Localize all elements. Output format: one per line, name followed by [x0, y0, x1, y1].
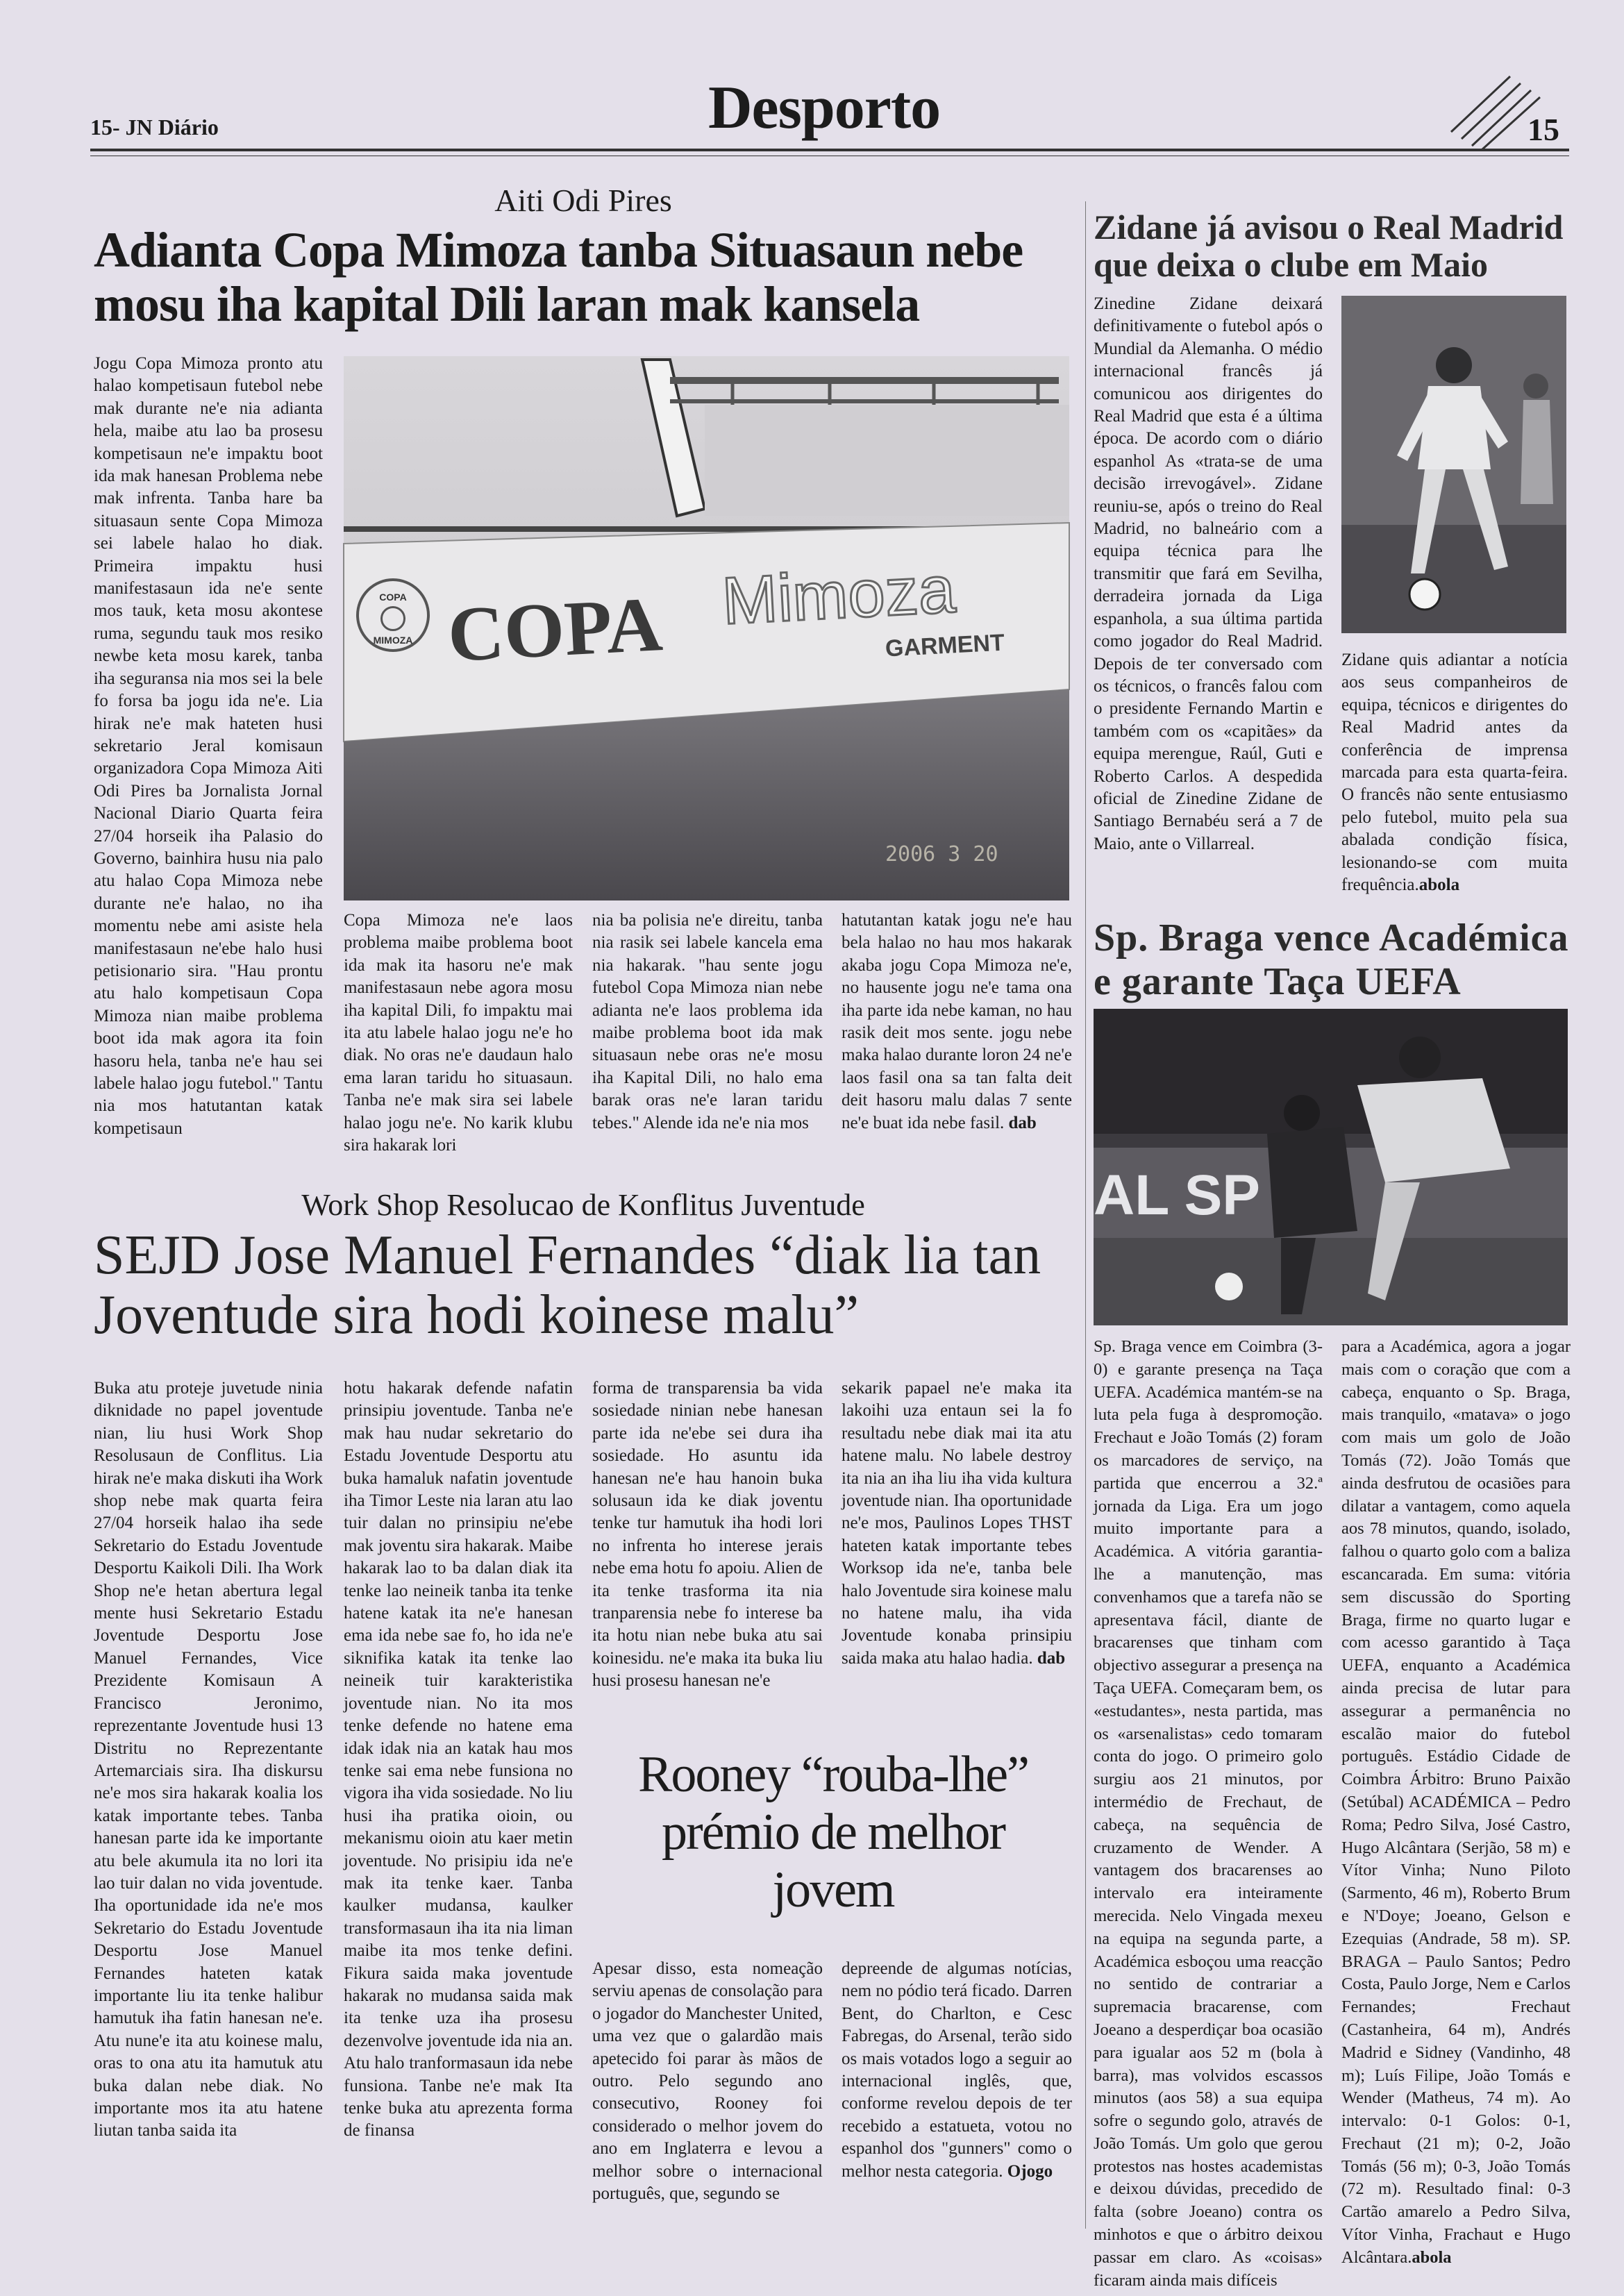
issue-label: 15- JN Diário: [90, 115, 219, 140]
banner-copa-text: COPA: [445, 581, 664, 679]
article1-col4: hatutantan katak jogu ne'e hau bela halao no hau mos hakarak akaba jogu Copa Mimoza ne'e, no hausente jogu ne'e tama ona iha parte ida nebe kaman, no hau rasik deit mos sente. jogu nebe maka halao durante loron 24 ne'e laos fasil ona sa tan falta deit deit hasoru malu dalas 7 sente ne'e buat ida nebe fasil. dab: [842, 911, 1072, 1132]
header-rule: [90, 149, 1569, 151]
article1-signature: dab: [1008, 1113, 1037, 1132]
braga-photo-board-text: AL SP: [1094, 1164, 1260, 1227]
article2-signature: abola: [1418, 875, 1460, 895]
braga-photo: [1094, 1009, 1568, 1325]
article3-col2: para a Académica, agora a jogar mais com o coração que com a cabeça, enquanto o Sp. Braga, mais tranquilo, «matava» o jogo com mais um golo de João Tomás (72). João Tomás que ainda desfrutou de ocasiões para dilatar a vantagem, como aquela aos 78 minutos, quando, isolado, falhou o quarto golo com a baliza escancarada. Em suma: vitória sem discussão do Sporting Braga, firme no quarto lugar e com acesso garantido à Taça UEFA, enquanto a Académica ainda precisa de lutar para assegurar a permanência no escalão maior do futebol português. Estádio Cidade de Coimbra Árbitro: Bruno Paixão (Setúbal) ACADÉMICA – Pedro Roma; Pedro Silva, José Castro, Hugo Alcântara (Serjão, 58 m) e Vítor Vinha; Nuno Piloto (Sarmento, 46 m), Roberto Brum e N'Doye; Joeano, Gelson e Ezequias (Andrade, 58 m). SP. BRAGA – Paulo Santos; Pedro Costa, Paulo Jorge, Nem e Carlos Fernandes; Frechaut (Castanheira, 64 m), Andrés Madrid e Sidney (Vandinho, 48 m); Luís Filipe, João Tomás e Wender (Matheus, 74 m). Ao intervalo: 0-1 Golos: 0-1, Frechaut (21 m); 0-2, João Tomás (56 m); 0-3, João Tomás (72 m). Resultado final: 0-3 Cartão amarelo a Pedro Silva, Vítor Vinha, Frachaut e Hugo Alcântara.abola: [1341, 1337, 1571, 2267]
article4-headline: SEJD Jose Manuel Fernandes “diak lia tan Joventude sira hodi koinese malu”: [94, 1225, 1041, 1346]
article3-col1: Sp. Braga vence em Coimbra (3-0) e garante presença na Taça UEFA. Académica mantém-se na luta pela fuga à despromoção. Frechaut e João Tomás (2) foram os marcadores de serviço, na partida que encerrou a 32.ª jornada da Liga. Era um jogo muito importante para a Académica. A vitória garantia-lhe a manutenção, mas convenhamos que a tarefa não se apresentava fácil, diante de bracarenses que tinham com objectivo assegurar a presença na Taça UEFA. Começaram bem, os «estudantes», nesta partida, mas os «arsenalistas» cedo tomaram conta do jogo. O primeiro golo surgiu aos 21 minutos, por intermédio de Frechaut, de cabeça, na sequência de cruzamento de Wender. A vantagem dos bracarenses ao intervalo era inteiramente merecida. Nelo Vingada mexeu na equipa na segunda parte, a Académica esboçou uma reacção no sentido de contrariar a supremacia bracarense, com Joeano a desperdiçar boa ocasião para igualar aos 52 m (bola à barra), mas volvidos escassos minutos (aos 58) a sua equipa sofre o segundo golo, através de João Tomás. Um golo que gerou protestos nas hostes academistas e deixou dúvidas, precedido de falta (sobre Joeano) contra os minhotos e que o árbitro deixou passar em claro. As «coisas» ficaram ainda mais difíceis: [1094, 1337, 1323, 2290]
copa-logo-top: COPA: [379, 592, 407, 603]
article1-col3: nia ba polisia ne'e direitu, tanba nia rasik sei labele kancela ema nia hakarak. "hau sente jogu futebol Copa Mimoza nian nebe adianta ne'e laos problema ida maibe problema boot ida mak situasaun nebe oras ne'e mosu iha Kapital Dili, no halo ema barak oras ne'e laran taridu tebes." Alende ida ne'e nia mos: [592, 911, 823, 1132]
column-divider: [1085, 201, 1086, 2229]
banner-mimoza-text: Mimoza: [720, 552, 957, 639]
copa-logo: [356, 578, 430, 652]
article4-col1: Buka atu proteje juvetude ninia diknidade no papel joventude nian, liu husi Work Shop Resolusaun de Conflitus. Lia hirak ne'e maka diskuti iha Work shop nebe mak quarta feira 27/04 horseik halao iha sede Sekretario do Estadu Joventude Desportu Kaikoli Dili. Iha Work Shop ne'e hetan abertura legal mente husi Sekretario Estadu Joventude Desportu Jose Manuel Fernandes, Vice Prezidente Komisaun A Francisco Jeronimo, reprezentante Joventude husi 13 Distritu no Reprezentante Artemarciais sira. Iha diskursu ne'e mos sira hakarak koalia los katak importante tebes. Tanba hanesan parte ida ke importante atu bele akumula ita no lori ita lao tuir dalan no vida joventude. Iha oportunidade ida ne'e mos Sekretario do Estadu Joventude Desportu Jose Manuel Fernandes hateten katak importante liu ita tenke halibur hamutuk iha fatin hanesan ne'e. Atu nune'e ita atu koinese malu, oras to ona atu ita hamutuk atu buka dalan nebe diak. No importante mos ita atu hatene liutan tanba saida ita: [94, 1379, 323, 2140]
article3-headline: Sp. Braga vence Académica e garante Taça UEFA: [1094, 916, 1569, 1003]
header-stripes-decoration: [1444, 73, 1541, 149]
copa-mimoza-photo: [344, 356, 1069, 900]
article1-col1: Jogu Copa Mimoza pronto atu halao kompetisaun futebol nebe mak durante ne'e nia adianta hela, maibe atu lao ba prosesu kompetisaun ne'e impaktu boot ida mak hanesan Problema nebe mak infrenta. Tanba hare ba situasaun sente Copa Mimoza sei labele halao ho diak. Primeira impaktu husi manifestasaun ida ne'e sente mos tauk, keta mosu akontese ruma, segundu tauk mos resiko newbe keta mosu karek, tanba iha seguransa nia mos sei la bele fo forsa ba jogu ida ne'e. Lia hirak ne'e mak hateten husi sekretario Jeral komisaun organizadora Copa Mimoza Aiti Odi Pires ba Jornalista Jornal Nacional Diario Quarta feira 27/04 horseik iha Palasio do Governo, bainhira husu nia palo atu halao Copa Mimoza nebe durante ne'e halao, no iha momentu nebe ami asiste hela manifestasaun ne'ebe halo husi petisionario sira. "Hau prontu atu halo kompetisaun Copa Mimoza nian maibe problema boot ida mak agora ita foin hasoru hela, tanba ne'e hau sei labele halao jogu futebol." Tantu nia mos hatutantan katak kompetisaun: [94, 354, 323, 1138]
article4-col2: hotu hakarak defende nafatin prinsipiu joventude. Tanba ne'e mak hau nudar sekretario do Estadu Joventude Desportu atu buka hamaluk nafatin joventude iha Timor Leste nia laran atu lao tuir dalan no prinsipiu ne'ebe mak joventu sira hakarak. Maibe hakarak lao to ba dalan diak ita tenke lao neineik tanba ita tenke hatene katak ita ne'e hanesan ema ida nebe sae fo, ho ida ne'e siknifika katak ita tenke lao neineik tuir karakteristika joventude nian. No ita mos tenke defende no hatene ema idak idak nia an katak hau mos tenke sai ema nebe funsiona no vigora iha vida sosiedade. No liu husi iha pratika oioin, ou mekanismu oioin atu kaer metin joventude. No prisipiu ida ne'e mak ita tenke kaer. Tanba kaulker mudansa, kaulker transformasaun iha ita nia liman maibe ita mos tenke defini. Fikura saida maka joventude hakarak no mudansa saida mak ita tenke uza iha prosesu dezenvolve joventude ida nia an. Atu halo tranformasaun ida nebe funsiona. Tanbe ne'e mak Ita tenke buka atu aprezenta forma de finansa: [344, 1379, 573, 2140]
article5-col1: Apesar disso, esta nomeação serviu apenas de consolação para o jogador do Manchester United, uma vez que o galardão mais apetecido foi parar às mãos de outro. Pelo segundo ano consecutivo, Rooney foi considerado o melhor jovem do ano em Inglaterra e levou a melhor sobre o internacional português, que, segundo se: [592, 1959, 823, 2204]
article1-headline: Adianta Copa Mimoza tanba Situasaun nebe mosu iha kapital Dili laran mak kansela: [94, 222, 1023, 332]
article4-signature: dab: [1037, 1648, 1066, 1668]
article5-signature: Ojogo: [1007, 2161, 1053, 2181]
article3-signature: abola: [1412, 2247, 1452, 2267]
article5-col2: depreende de algumas notícias, nem no pódio terá ficado. Darren Bent, do Charlton, e Cesc Fabregas, do Arsenal, terão sido os mais votados logo a seguir ao internacional inglês, que, conforme revelou depois de ter recebido a estatueta, votou no espanhol dos "gunners" como o melhor nesta categoria. Ojogo: [842, 1959, 1072, 2181]
copa-logo-emblem: [380, 606, 405, 631]
article5-headline: Rooney “rouba-lhe” prémio de melhor jovem: [638, 1746, 1028, 1918]
article4-kicker: Work Shop Resolucao de Konflitus Juventude: [301, 1188, 865, 1222]
article4-col4: sekarik papael ne'e maka ita lakoihi uza entaun sei la fo resultadu nebe diak mai ita atu hatene malu. No labele destroy ita nia an iha liu iha vida kultura joventude nian. Iha oportunidade ne'e mos, Paulinos Lopes THST hateten katak importante tebes Worksop ida ne'e, tanba bele halo Joventude sira koinese malu no hatene malu, iha vida Joventude konaba prinsipiu saida maka atu halao hadia. dab: [842, 1379, 1072, 1668]
page-number: 15: [1527, 112, 1559, 147]
article2-col1: Zinedine Zidane deixará definitivamente o futebol após o Mundial da Alemanha. O médio internacional francês já comunicou aos dirigentes do Real Madrid que esta é a última época. De acordo com o diário espanhol As «trata-se de uma decisão irrevogável». Zidane reuniu-se, após o treino do Real Madrid, no balneário com a equipa técnica para lhe transmitir que fará em Sevilha, derradeira jornada da Liga espanhola, a sua última partida como jogador do Real Madrid. Depois de ter conversado com os técnicos, o francês falou com o presidente Fernando Martin e também com os «capitães» da equipa merengue, Raúl, Guti e Roberto Carlos. A despedida oficial de Zinedine Zidane de Santiago Bernabéu será a 7 de Maio, ante o Villarreal.: [1094, 294, 1323, 853]
article2-headline: Zidane já avisou o Real Madrid que deixa o clube em Maio: [1094, 208, 1564, 284]
article2-col2: Zidane quis adiantar a notícia aos seus companheiros de equipa, técnicos e dirigentes do Real Madrid antes da conferência de imprensa marcada para esta quarta-feira. O francês não sente entusiasmo pelo futebol, muito pela sua abalada condição física, lesionando-se com muita frequência.abola: [1341, 651, 1568, 895]
zidane-photo: [1341, 296, 1566, 633]
banner-garment-text: GARMENT: [885, 629, 1005, 662]
article1-kicker: Aiti Odi Pires: [494, 183, 672, 218]
section-title: Desporto: [708, 74, 941, 142]
article4-col3: forma de transparensia ba vida sosiedade ninian nebe hanesan parte ida ne'ebe sei dura iha sosiedade. Ho asuntu ida hanesan ne'e hau hanoin buka solusaun ida ke diak joventu tenke tur hamutuk iha hodi lori no infrenta ho interese jerais nebe ema hotu fo apoiu. Alien de ita tenke trasforma ita nia tranparensia nebe fo interese ba ita hotu nian nebe buka atu sai koinesidu. ne'e maka ita buka liu husi prosesu hanesan ne'e: [592, 1379, 823, 1691]
photo-date-stamp: 2006 3 20: [885, 842, 998, 866]
article1-col2: Copa Mimoza ne'e laos problema maibe problema boot ida mak ita hasoru ne'e mak manifestasaun nebe agora mosu iha kapital Dili, fo impaktu mai ita atu labele halao jogu ne'e ho diak. No oras ne'e daudaun halo ema laran taridu ho situasaun. Tanba ne'e mak sira sei labele halao jogu ne'e. No karik klubu sira hakarak lori: [344, 911, 573, 1155]
copa-logo-bottom: MIMOZA: [373, 635, 413, 646]
